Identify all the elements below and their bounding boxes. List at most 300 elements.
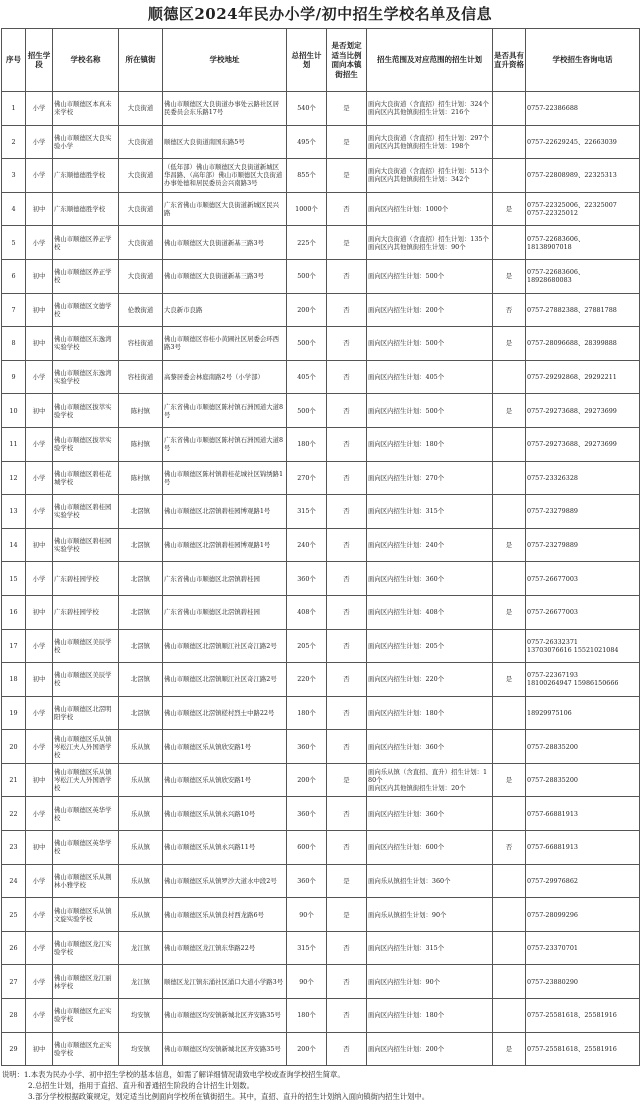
cell-address: 广东省佛山市顺德区陈村镇石洲国道大道8号 <box>163 394 287 428</box>
cell-town: 伦教街道 <box>119 293 163 327</box>
cell-phone: 0757-23880290 <box>526 965 640 999</box>
cell-town: 龙江镇 <box>119 931 163 965</box>
cell-address: 顺德区大良街道南国东路5号 <box>163 125 287 159</box>
cell-address: 佛山市顺德区乐从镇永兴路11号 <box>163 831 287 865</box>
table-row <box>2 528 640 562</box>
cell-direct <box>493 999 526 1033</box>
cell-address: 佛山市顺德区乐从镇永兴路10号 <box>163 797 287 831</box>
cell-school-name: 佛山市顺德区允正实验学校 <box>53 999 119 1033</box>
cell-stage: 初中 <box>26 259 53 293</box>
table-row <box>2 797 640 831</box>
cell-direct: 是 <box>493 595 526 629</box>
cell-direct: 是 <box>493 259 526 293</box>
cell-local: 否 <box>327 259 367 293</box>
cell-stage: 小学 <box>26 562 53 596</box>
cell-phone: 0757-66881913 <box>526 831 640 865</box>
table-row <box>2 1032 640 1066</box>
cell-school-name: 佛山市顺德区美辰学校 <box>53 629 119 663</box>
cell-direct <box>493 495 526 529</box>
cell-direct: 是 <box>493 394 526 428</box>
table-row <box>2 159 640 193</box>
cell-stage: 小学 <box>26 461 53 495</box>
cell-direct: 是 <box>493 327 526 361</box>
cell-local: 否 <box>327 663 367 697</box>
cell-town: 北滘镇 <box>119 495 163 529</box>
cell-no: 4 <box>2 192 26 226</box>
cell-phone: 0757-26332371 13703076616 15521021084 <box>526 629 640 663</box>
cell-direct <box>493 629 526 663</box>
header-town: 所在镇街 <box>119 29 163 92</box>
cell-no: 19 <box>2 696 26 730</box>
cell-scope: 面向区内招生计划：408个 <box>367 595 493 629</box>
cell-direct <box>493 159 526 193</box>
cell-address: 佛山市顺德区均安镇新城北区齐安路35号 <box>163 1032 287 1066</box>
cell-no: 7 <box>2 293 26 327</box>
cell-phone: 0757-22683606、 18928680083 <box>526 259 640 293</box>
cell-total: 90个 <box>287 898 327 932</box>
cell-no: 25 <box>2 898 26 932</box>
cell-no: 16 <box>2 595 26 629</box>
cell-local: 是 <box>327 125 367 159</box>
cell-local: 否 <box>327 461 367 495</box>
cell-stage: 初中 <box>26 394 53 428</box>
cell-school-name: 佛山市顺德区龙江实验学校 <box>53 931 119 965</box>
cell-phone: 0757-27882388、27881788 <box>526 293 640 327</box>
cell-local: 否 <box>327 696 367 730</box>
cell-town: 大良街道 <box>119 92 163 126</box>
cell-school-name: 佛山市顺德区文德学校 <box>53 293 119 327</box>
cell-school-name: 广东碧桂园学校 <box>53 562 119 596</box>
cell-address: 佛山市顺德区北滘镇顺江社区奇江路2号 <box>163 663 287 697</box>
cell-town: 容桂街道 <box>119 360 163 394</box>
cell-school-name: 佛山市顺德区本真未来学校 <box>53 92 119 126</box>
cell-total: 225个 <box>287 226 327 260</box>
cell-phone: 0757-29292868、29292211 <box>526 360 640 394</box>
cell-total: 180个 <box>287 696 327 730</box>
cell-address: 佛山市顺德区乐从镇欣安路1号 <box>163 763 287 797</box>
cell-total: 240个 <box>287 528 327 562</box>
table-row <box>2 461 640 495</box>
cell-local: 否 <box>327 629 367 663</box>
cell-school-name: 佛山市顺德区东逸湾实验学校 <box>53 360 119 394</box>
cell-no: 14 <box>2 528 26 562</box>
note-3: 3.部分学校根据政策规定，划定适当比例面向学校所在镇街招生。其中，直招、直升的招生计划纳入面向镇街内招生计划中。 <box>28 1092 429 1102</box>
cell-local: 否 <box>327 730 367 764</box>
table-row <box>2 562 640 596</box>
cell-school-name: 佛山市顺德区拔萃实验学校 <box>53 394 119 428</box>
cell-scope: 面向乐从镇招生计划：90个 <box>367 898 493 932</box>
table-row <box>2 394 640 428</box>
header-name: 学校名称 <box>53 29 119 92</box>
header-stage: 招生学段 <box>26 29 53 92</box>
cell-local: 否 <box>327 931 367 965</box>
cell-direct <box>493 226 526 260</box>
cell-phone: 18929975106 <box>526 696 640 730</box>
cell-direct: 是 <box>493 763 526 797</box>
cell-town: 乐从镇 <box>119 898 163 932</box>
cell-stage: 小学 <box>26 159 53 193</box>
table-row <box>2 696 640 730</box>
header-address: 学校地址 <box>163 29 287 92</box>
header-direct: 是否具有直升资格 <box>493 29 526 92</box>
cell-direct <box>493 461 526 495</box>
header-local: 是否划定适当比例面向本镇街招生 <box>327 29 367 92</box>
cell-direct <box>493 562 526 596</box>
header-scope: 招生范围及对应范围的招生计划 <box>367 29 493 92</box>
cell-phone: 0757-28099296 <box>526 898 640 932</box>
cell-school-name: 佛山市顺德区东逸湾实验学校 <box>53 327 119 361</box>
cell-phone: 0757-66881913 <box>526 797 640 831</box>
cell-scope: 面向区内招生计划：360个 <box>367 797 493 831</box>
cell-no: 24 <box>2 864 26 898</box>
cell-direct <box>493 931 526 965</box>
cell-phone: 0757-28096688、28399888 <box>526 327 640 361</box>
cell-total: 200个 <box>287 293 327 327</box>
cell-direct <box>493 730 526 764</box>
cell-no: 12 <box>2 461 26 495</box>
cell-no: 8 <box>2 327 26 361</box>
cell-direct: 是 <box>493 1032 526 1066</box>
note-2: 2.总招生计划，指用于直招、直升和普通招生阶段的合计招生计划数。 <box>28 1081 254 1091</box>
cell-school-name: 佛山市顺德区乐从镇岑松江夫人外国语学校 <box>53 730 119 764</box>
cell-no: 18 <box>2 663 26 697</box>
table-row <box>2 595 640 629</box>
cell-local: 否 <box>327 495 367 529</box>
cell-local: 否 <box>327 595 367 629</box>
cell-total: 855个 <box>287 159 327 193</box>
cell-school-name: 广东顺德德胜学校 <box>53 192 119 226</box>
cell-scope: 面向区内招生计划：1000个 <box>367 192 493 226</box>
cell-school-name: 广东顺德德胜学校 <box>53 159 119 193</box>
cell-local: 否 <box>327 562 367 596</box>
cell-no: 5 <box>2 226 26 260</box>
cell-stage: 初中 <box>26 595 53 629</box>
cell-address: 广东省佛山市顺德区陈村镇石洲国道大道8号 <box>163 427 287 461</box>
cell-total: 180个 <box>287 999 327 1033</box>
cell-scope: 面向区内招生计划：315个 <box>367 931 493 965</box>
cell-no: 6 <box>2 259 26 293</box>
cell-direct: 是 <box>493 663 526 697</box>
table-row <box>2 931 640 965</box>
cell-direct <box>493 965 526 999</box>
cell-school-name: 佛山市顺德区拔萃实验学校 <box>53 427 119 461</box>
cell-scope: 面向区内招生计划：405个 <box>367 360 493 394</box>
cell-address: 佛山市顺德区北滘镇碧桂园博观路1号 <box>163 528 287 562</box>
cell-town: 大良街道 <box>119 226 163 260</box>
cell-total: 600个 <box>287 831 327 865</box>
cell-direct <box>493 427 526 461</box>
cell-school-name: 佛山市顺德区养正学校 <box>53 259 119 293</box>
cell-phone: 0757-26677003 <box>526 562 640 596</box>
cell-scope: 面向乐从镇（含直招、直升）招生计划：180个 面向区内其他镇街招生计划：20个 <box>367 763 493 797</box>
table-row <box>2 226 640 260</box>
cell-local: 否 <box>327 1032 367 1066</box>
cell-local: 是 <box>327 92 367 126</box>
cell-stage: 初中 <box>26 831 53 865</box>
cell-local: 否 <box>327 293 367 327</box>
cell-scope: 面向乐从镇招生计划：360个 <box>367 864 493 898</box>
cell-stage: 小学 <box>26 898 53 932</box>
cell-scope: 面向区内招生计划：200个 <box>367 293 493 327</box>
cell-total: 90个 <box>287 965 327 999</box>
cell-local: 否 <box>327 192 367 226</box>
cell-town: 北滘镇 <box>119 629 163 663</box>
cell-address: 佛山市顺德区大良街道新基三路3号 <box>163 259 287 293</box>
cell-stage: 初中 <box>26 528 53 562</box>
cell-town: 乐从镇 <box>119 864 163 898</box>
cell-address: 广东省佛山市顺德区大良街道新城区民兴路 <box>163 192 287 226</box>
cell-scope: 面向区内招生计划：360个 <box>367 730 493 764</box>
cell-scope: 面向区内招生计划：500个 <box>367 259 493 293</box>
cell-total: 200个 <box>287 1032 327 1066</box>
cell-school-name: 佛山市顺德区英华学校 <box>53 797 119 831</box>
cell-town: 北滘镇 <box>119 663 163 697</box>
cell-town: 大良街道 <box>119 159 163 193</box>
school-table <box>1 28 640 1066</box>
cell-school-name: 佛山市顺德区乐从荆林小雅学校 <box>53 864 119 898</box>
cell-address: 佛山市顺德区乐从镇欣安路1号 <box>163 730 287 764</box>
cell-stage: 初中 <box>26 663 53 697</box>
cell-total: 200个 <box>287 763 327 797</box>
cell-no: 1 <box>2 92 26 126</box>
cell-school-name: 佛山市顺德区碧桂园实验学校 <box>53 528 119 562</box>
table-row <box>2 965 640 999</box>
cell-scope: 面向区内招生计划：240个 <box>367 528 493 562</box>
cell-town: 北滘镇 <box>119 562 163 596</box>
table-row <box>2 831 640 865</box>
cell-scope: 面向区内招生计划：500个 <box>367 327 493 361</box>
cell-no: 26 <box>2 931 26 965</box>
cell-town: 大良街道 <box>119 125 163 159</box>
cell-total: 205个 <box>287 629 327 663</box>
page-title: 顺德区2024年民办小学/初中招生学校名单及信息 <box>147 5 493 23</box>
cell-scope: 面向区内招生计划：180个 <box>367 427 493 461</box>
cell-scope: 面向区内招生计划：180个 <box>367 999 493 1033</box>
cell-phone: 0757-23326328 <box>526 461 640 495</box>
cell-phone: 0757-29273688、29273699 <box>526 427 640 461</box>
table-row <box>2 999 640 1033</box>
cell-town: 龙江镇 <box>119 965 163 999</box>
cell-local: 否 <box>327 360 367 394</box>
cell-total: 315个 <box>287 495 327 529</box>
cell-scope: 面向大良街道（含直招）招生计划：324个 面向区内其他镇街招生计划：216个 <box>367 92 493 126</box>
cell-phone: 0757-22367193 18100264947 15986150666 <box>526 663 640 697</box>
cell-total: 408个 <box>287 595 327 629</box>
cell-total: 360个 <box>287 730 327 764</box>
cell-school-name: 佛山市顺德区北滘明阳学校 <box>53 696 119 730</box>
cell-town: 陈村镇 <box>119 394 163 428</box>
cell-phone: 0757-22683606、 18138907018 <box>526 226 640 260</box>
cell-stage: 小学 <box>26 427 53 461</box>
cell-local: 否 <box>327 327 367 361</box>
notes <box>0 1069 640 1102</box>
cell-no: 27 <box>2 965 26 999</box>
cell-address: 佛山市顺德区北滘镇碧桂园博观路1号 <box>163 495 287 529</box>
cell-local: 是 <box>327 864 367 898</box>
cell-address: 佛山市顺德区北滘镇槎村烈士中路22号 <box>163 696 287 730</box>
cell-scope: 面向大良街道（含直招）招生计划：297个 面向区内其他镇街招生计划：198个 <box>367 125 493 159</box>
cell-direct <box>493 864 526 898</box>
cell-town: 乐从镇 <box>119 831 163 865</box>
cell-phone: 0757-25581618、25581916 <box>526 1032 640 1066</box>
cell-scope: 面向区内招生计划：315个 <box>367 495 493 529</box>
cell-no: 23 <box>2 831 26 865</box>
cell-direct <box>493 92 526 126</box>
table-row <box>2 763 640 797</box>
cell-phone: 0757-29273688、29273699 <box>526 394 640 428</box>
cell-phone: 0757-23279889 <box>526 528 640 562</box>
cell-address: 佛山市顺德区北滘镇顺江社区奇江路2号 <box>163 629 287 663</box>
cell-local: 否 <box>327 528 367 562</box>
cell-school-name: 佛山市顺德区龙江丽林学校 <box>53 965 119 999</box>
cell-phone: 0757-28835200 <box>526 730 640 764</box>
cell-total: 360个 <box>287 864 327 898</box>
cell-total: 500个 <box>287 327 327 361</box>
cell-address: 广东省佛山市顺德区北滘镇碧桂园 <box>163 595 287 629</box>
cell-direct <box>493 696 526 730</box>
cell-no: 20 <box>2 730 26 764</box>
cell-stage: 小学 <box>26 92 53 126</box>
cell-total: 270个 <box>287 461 327 495</box>
table-row <box>2 327 640 361</box>
cell-scope: 面向大良街道（含直招）招生计划：513个 面向区内其他镇街招生计划：342个 <box>367 159 493 193</box>
cell-stage: 小学 <box>26 864 53 898</box>
cell-address: 佛山市顺德区龙江镇东华路22号 <box>163 931 287 965</box>
cell-address: 佛山市顺德区均安镇新城北区齐安路35号 <box>163 999 287 1033</box>
cell-total: 500个 <box>287 259 327 293</box>
cell-scope: 面向区内招生计划：500个 <box>367 394 493 428</box>
cell-address: 高黎居委会林庭南路2号（小学部） <box>163 360 287 394</box>
cell-no: 13 <box>2 495 26 529</box>
cell-no: 11 <box>2 427 26 461</box>
cell-phone: 0757-25581618、25581916 <box>526 999 640 1033</box>
cell-no: 9 <box>2 360 26 394</box>
cell-school-name: 佛山市顺德区大良实验小学 <box>53 125 119 159</box>
cell-scope: 面向区内招生计划：220个 <box>367 663 493 697</box>
cell-total: 405个 <box>287 360 327 394</box>
cell-town: 大良街道 <box>119 192 163 226</box>
cell-direct: 否 <box>493 831 526 865</box>
cell-stage: 小学 <box>26 360 53 394</box>
cell-school-name: 佛山市顺德区乐从镇文旋实验学校 <box>53 898 119 932</box>
cell-town: 乐从镇 <box>119 763 163 797</box>
cell-stage: 小学 <box>26 629 53 663</box>
table-row <box>2 192 640 226</box>
cell-stage: 初中 <box>26 293 53 327</box>
cell-no: 2 <box>2 125 26 159</box>
cell-school-name: 佛山市顺德区英华学校 <box>53 831 119 865</box>
cell-no: 22 <box>2 797 26 831</box>
cell-local: 否 <box>327 394 367 428</box>
cell-school-name: 佛山市顺德区允正实验学校 <box>53 1032 119 1066</box>
cell-total: 1000个 <box>287 192 327 226</box>
cell-town: 北滘镇 <box>119 528 163 562</box>
cell-address: （低年部）佛山市顺德区大良街道新城区华昌路、（高年部）佛山市顺德区大良街道办事处德和居民委员会兴南路3号 <box>163 159 287 193</box>
cell-town: 乐从镇 <box>119 797 163 831</box>
cell-stage: 初中 <box>26 763 53 797</box>
cell-direct: 否 <box>493 293 526 327</box>
cell-address: 佛山市顺德区大良街道办事处云路社区居民委员会东乐路17号 <box>163 92 287 126</box>
cell-total: 495个 <box>287 125 327 159</box>
cell-town: 北滘镇 <box>119 595 163 629</box>
cell-scope: 面向区内招生计划：270个 <box>367 461 493 495</box>
cell-address: 佛山市顺德区大良街道新基三路3号 <box>163 226 287 260</box>
cell-town: 容桂街道 <box>119 327 163 361</box>
cell-phone: 0757-29976862 <box>526 864 640 898</box>
cell-scope: 面向区内招生计划：180个 <box>367 696 493 730</box>
cell-total: 180个 <box>287 427 327 461</box>
table-row <box>2 293 640 327</box>
cell-town: 陈村镇 <box>119 427 163 461</box>
cell-direct: 是 <box>493 192 526 226</box>
cell-address: 顺德区龙江镇东涌社区涌口大道小学路3号 <box>163 965 287 999</box>
cell-town: 均安镇 <box>119 1032 163 1066</box>
cell-local: 否 <box>327 965 367 999</box>
table-body <box>2 92 640 1066</box>
cell-address: 广东省佛山市顺德区北滘镇碧桂园 <box>163 562 287 596</box>
table-row <box>2 259 640 293</box>
cell-no: 3 <box>2 159 26 193</box>
cell-direct <box>493 125 526 159</box>
cell-stage: 小学 <box>26 125 53 159</box>
cell-address: 佛山市顺德区陈村镇碧桂花城社区锦绣路1号 <box>163 461 287 495</box>
header-phone: 学校招生咨询电话 <box>526 29 640 92</box>
cell-town: 乐从镇 <box>119 730 163 764</box>
table-row <box>2 730 640 764</box>
cell-local: 否 <box>327 999 367 1033</box>
cell-local: 否 <box>327 831 367 865</box>
cell-no: 17 <box>2 629 26 663</box>
table-row <box>2 92 640 126</box>
cell-stage: 小学 <box>26 730 53 764</box>
cell-total: 500个 <box>287 394 327 428</box>
cell-stage: 初中 <box>26 1032 53 1066</box>
cell-scope: 面向区内招生计划：360个 <box>367 562 493 596</box>
cell-school-name: 佛山市顺德区美辰学校 <box>53 663 119 697</box>
cell-scope: 面向区内招生计划：200个 <box>367 1032 493 1066</box>
cell-school-name: 佛山市顺德区碧桂园实验学校 <box>53 495 119 529</box>
cell-town: 北滘镇 <box>119 696 163 730</box>
table-header-row <box>2 29 640 92</box>
table-row <box>2 495 640 529</box>
table-row <box>2 427 640 461</box>
cell-phone: 0757-22629245、22663039 <box>526 125 640 159</box>
cell-no: 10 <box>2 394 26 428</box>
cell-phone: 0757-22808989、22325313 <box>526 159 640 193</box>
cell-stage: 小学 <box>26 999 53 1033</box>
cell-local: 是 <box>327 763 367 797</box>
header-no: 序号 <box>2 29 26 92</box>
table-row <box>2 125 640 159</box>
cell-stage: 小学 <box>26 696 53 730</box>
cell-stage: 小学 <box>26 797 53 831</box>
note-1: 说明：1.本表为民办小学、初中招生学校的基本信息，如需了解详细情况请致电学校或查询学校招生简章。 <box>2 1070 345 1080</box>
cell-total: 540个 <box>287 92 327 126</box>
cell-no: 28 <box>2 999 26 1033</box>
cell-phone: 0757-26677003 <box>526 595 640 629</box>
cell-scope: 面向大良街道（含直招）招生计划：135个 面向区内其他镇街招生计划：90个 <box>367 226 493 260</box>
table-row <box>2 864 640 898</box>
table-row <box>2 629 640 663</box>
cell-local: 是 <box>327 159 367 193</box>
cell-local: 是 <box>327 898 367 932</box>
cell-stage: 小学 <box>26 226 53 260</box>
cell-local: 否 <box>327 797 367 831</box>
cell-address: 佛山市顺德区容桂小黄圃社区居委会环西路3号 <box>163 327 287 361</box>
cell-direct: 是 <box>493 528 526 562</box>
cell-phone: 0757-23370701 <box>526 931 640 965</box>
cell-stage: 小学 <box>26 495 53 529</box>
